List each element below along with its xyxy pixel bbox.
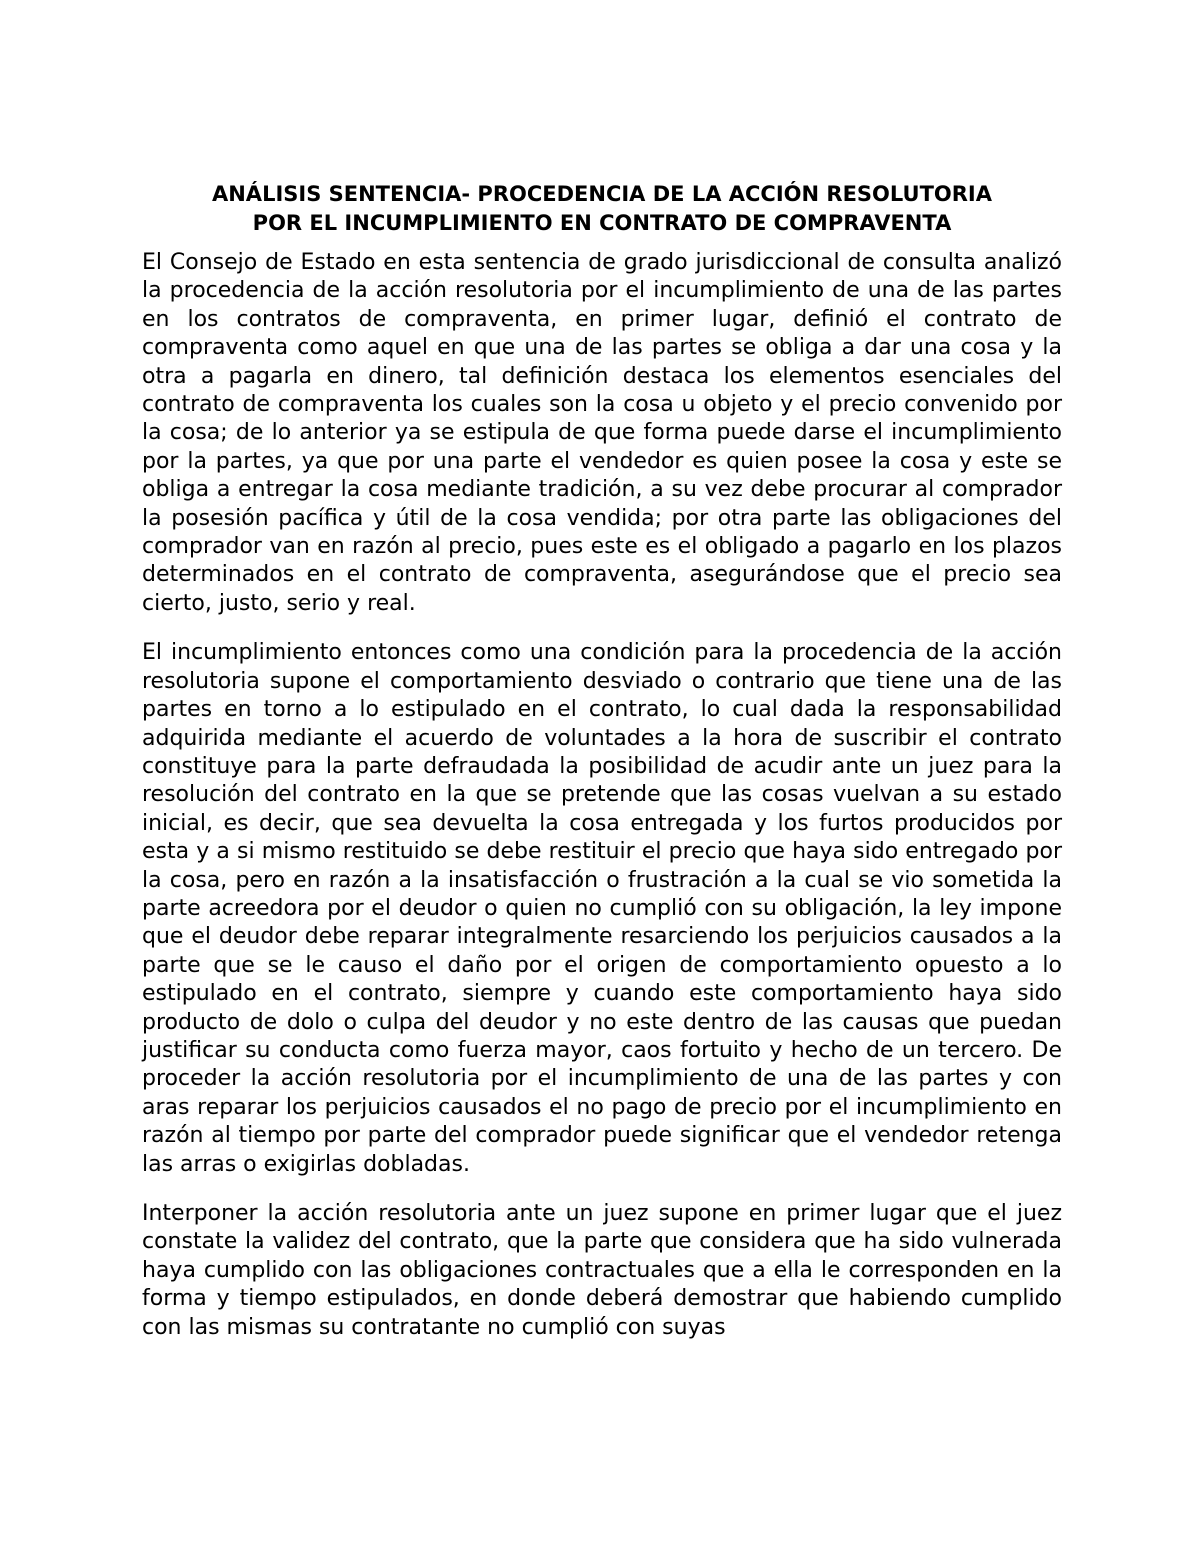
- paragraph-1: El Consejo de Estado en esta sentencia de grado jurisdiccional de consulta analizó la procedencia de la acción resolutoria por el incumplimiento de una de las partes en los contratos de compraventa, en primer lugar, definió el contrato de compraventa como aquel en que una de las partes se obliga a dar una cosa y la otra a pagarla en dinero, tal definición destaca los elementos esenciales del contrato de compraventa los cuales son la cosa u objeto y el precio convenido por la cosa; de lo anterior ya se estipula de que forma puede darse el incumplimiento por la partes, ya que por una parte el vendedor es quien posee la cosa y este se obliga a entregar la cosa mediante tradición, a su vez debe procurar al comprador la posesión pacífica y útil de la cosa vendida; por otra parte las obligaciones del comprador van en razón al precio, pues este es el obligado a pagarlo en los plazos determinados en el contrato de compraventa, asegurándose que el precio sea cierto, justo, serio y real.: [142, 250, 1062, 616]
- document-title-line-2: POR EL INCUMPLIMIENTO EN CONTRATO DE COMPRAVENTA: [252, 211, 952, 235]
- document-page: [142, 180, 1062, 1342]
- paragraph-3: Interponer la acción resolutoria ante un juez supone en primer lugar que el juez constate la validez del contrato, que la parte que considera que ha sido vulnerada haya cumplido con las obligaciones contractuales que a ella le corresponden en la forma y tiempo estipulados, en donde deberá demostrar que habiendo cumplido con las mismas su contratante no cumplió con suyas: [142, 1201, 1062, 1340]
- document-title: [142, 180, 1062, 238]
- paragraph-2: El incumplimiento entonces como una condición para la procedencia de la acción resolutoria supone el comportamiento desviado o contrario que tiene una de las partes en torno a lo estipulado en el contrato, lo cual dada la responsabilidad adquirida mediante el acuerdo de voluntades a la hora de suscribir el contrato constituye para la parte defraudada la posibilidad de acudir ante un juez para la resolución del contrato en la que se pretende que las cosas vuelvan a su estado inicial, es decir, que sea devuelta la cosa entregada y los furtos producidos por esta y a si mismo restituido se debe restituir el precio que haya sido entregado por la cosa, pero en razón a la insatisfacción o frustración a la cual se vio sometida la parte acreedora por el deudor o quien no cumplió con su obligación, la ley impone que el deudor debe reparar integralmente resarciendo los perjuicios causados a la parte que se le causo el daño por el origen de comportamiento opuesto a lo estipulado en el contrato, siempre y cuando este comportamiento haya sido producto de dolo o culpa del deudor y no este dentro de las causas que puedan justificar su conducta como fuerza mayor, caos fortuito y hecho de un tercero. De proceder la acción resolutoria por el incumplimiento de una de las partes y con aras reparar los perjuicios causados el no pago de precio por el incumplimiento en razón al tiempo por parte del comprador puede significar que el vendedor retenga las arras o exigirlas dobladas.: [142, 640, 1062, 1177]
- document-title-line-1: ANÁLISIS SENTENCIA- PROCEDENCIA DE LA ACCIÓN RESOLUTORIA: [211, 182, 992, 206]
